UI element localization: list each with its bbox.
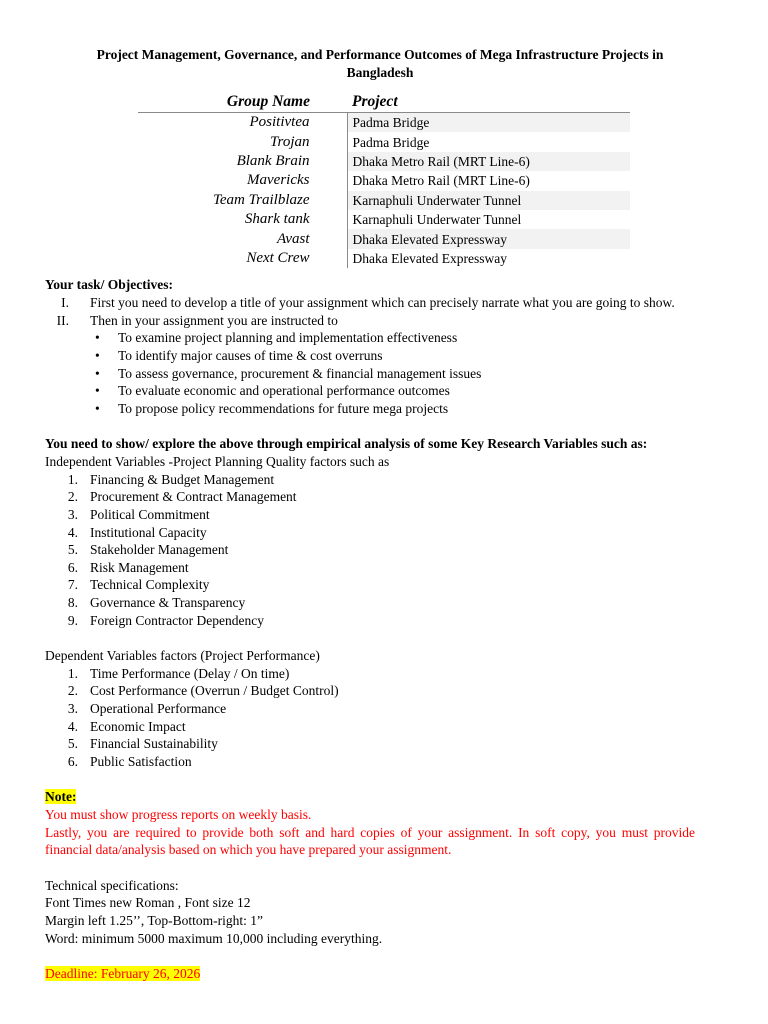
list-item — [45, 541, 695, 559]
number-marker: 4. — [67, 718, 78, 734]
table-row — [138, 191, 630, 210]
list-item — [45, 718, 695, 736]
list-item-text: Political Commitment — [90, 507, 210, 523]
note-line-weekly: You must show progress reports on weekly basis. — [45, 806, 312, 822]
table-row — [138, 113, 630, 133]
number-marker: 5. — [67, 736, 78, 752]
number-marker: 3. — [67, 701, 78, 716]
group-name-cell: Trojan — [270, 133, 310, 150]
list-item-text: To identify major causes of time & cost overruns — [118, 347, 383, 363]
list-item — [45, 347, 695, 365]
table-row — [138, 210, 630, 229]
task-list — [45, 294, 695, 329]
table-header-row — [138, 92, 630, 113]
list-item — [45, 488, 695, 506]
list-item — [45, 665, 695, 683]
project-cell: Karnaphuli Underwater Tunnel — [347, 210, 630, 229]
list-item — [45, 365, 695, 383]
list-item-text: Financing & Budget Management — [90, 471, 275, 487]
number-marker: 7. — [67, 577, 78, 593]
table-row — [138, 152, 630, 171]
list-item-text: Public Satisfaction — [90, 753, 192, 769]
group-name-cell: Positivtea — [249, 114, 310, 131]
note-line-copies: Lastly, you are required to provide both soft and hard copies of your assignment. In soft copy, you must provide financial data/analysis based on which you have prepared your assignment. — [45, 824, 695, 858]
specs-margin: Margin left 1.25’’, Top-Bottom-right: 1” — [45, 912, 264, 928]
number-marker: 6. — [67, 753, 78, 769]
specs-word-count: Word: minimum 5000 maximum 10,000 including everything. — [45, 930, 383, 946]
list-item — [45, 735, 695, 753]
number-marker: 2. — [67, 683, 78, 699]
list-item-text: Technical Complexity — [90, 577, 210, 593]
list-item — [45, 682, 695, 700]
list-item-text: To propose policy recommendations for future mega projects — [118, 400, 449, 416]
number-marker: 4. — [67, 524, 78, 540]
list-item-text: First you need to develop a title of your assignment which can precisely narrate what you are going to show. — [90, 295, 675, 311]
number-marker: 8. — [67, 595, 78, 611]
project-cell: Dhaka Metro Rail (MRT Line-6) — [347, 152, 630, 171]
group-name-cell: Shark tank — [244, 211, 310, 228]
list-item-text: Institutional Capacity — [90, 524, 207, 540]
list-item — [45, 312, 695, 330]
list-item — [45, 329, 695, 347]
number-marker: 6. — [67, 559, 78, 575]
list-item-text: Cost Performance (Overrun / Budget Control) — [90, 683, 339, 699]
bullet-icon: • — [95, 400, 100, 416]
list-item — [45, 524, 695, 542]
list-item-text: Operational Performance — [90, 701, 227, 716]
group-name-cell: Avast — [277, 230, 310, 247]
group-name-cell: Next Crew — [246, 249, 310, 266]
list-item-text: Then in your assignment you are instructed to — [90, 312, 338, 328]
table-row — [138, 229, 630, 248]
roman-marker: II. — [56, 312, 69, 328]
number-marker: 5. — [67, 542, 78, 558]
list-item-text: To assess governance, procurement & financial management issues — [118, 365, 482, 381]
list-item-text: Stakeholder Management — [90, 542, 229, 558]
project-header: Project — [347, 92, 630, 113]
project-cell: Dhaka Elevated Expressway — [347, 229, 630, 248]
list-item-text: Governance & Transparency — [90, 595, 246, 611]
group-name-header: Group Name — [138, 92, 347, 113]
group-name-cell: Blank Brain — [236, 152, 310, 169]
independent-variables-list — [45, 471, 695, 629]
roman-marker: I. — [61, 295, 69, 311]
specs-heading: Technical specifications: — [45, 877, 179, 893]
project-cell: Dhaka Metro Rail (MRT Line-6) — [347, 171, 630, 190]
objective-bullets — [45, 329, 695, 417]
dependent-variables-list — [45, 665, 695, 771]
list-item — [45, 506, 695, 524]
list-item-text: Time Performance (Delay / On time) — [90, 665, 290, 681]
list-item-text: Risk Management — [90, 559, 189, 575]
explore-heading: You need to show/ explore the above through empirical analysis of some Key Research Variables such as: — [45, 436, 648, 452]
list-item — [45, 559, 695, 577]
list-item-text: Financial Sustainability — [90, 736, 218, 752]
list-item — [45, 594, 695, 612]
project-cell: Karnaphuli Underwater Tunnel — [347, 191, 630, 210]
project-cell: Padma Bridge — [347, 132, 630, 151]
list-item — [45, 400, 695, 418]
bullet-icon: • — [95, 383, 100, 399]
bullet-icon: • — [95, 365, 100, 381]
table-row — [138, 132, 630, 151]
independent-intro: Independent Variables -Project Planning Quality factors such as — [45, 454, 390, 470]
document-page — [45, 46, 695, 983]
list-item — [45, 753, 695, 771]
deadline: Deadline: February 26, 2026 — [45, 966, 201, 982]
list-item — [45, 294, 695, 312]
task-heading: Your task/ Objectives: — [45, 277, 173, 293]
number-marker: 1. — [67, 665, 78, 681]
group-project-table — [138, 92, 630, 268]
bullet-icon: • — [95, 330, 100, 346]
number-marker: 9. — [67, 612, 78, 628]
document-title: Project Management, Governance, and Performance Outcomes of Mega Infrastructure Projects in Bangladesh — [96, 47, 664, 80]
number-marker: 3. — [67, 507, 78, 523]
number-marker: 1. — [67, 471, 78, 487]
dependent-intro: Dependent Variables factors (Project Performance) — [45, 648, 320, 664]
list-item — [45, 471, 695, 489]
group-name-cell: Team Trailblaze — [212, 191, 310, 208]
number-marker: 2. — [67, 489, 78, 505]
table-row — [138, 171, 630, 190]
list-item-text: Procurement & Contract Management — [90, 489, 297, 505]
list-item-text: To evaluate economic and operational performance outcomes — [118, 383, 450, 399]
list-item — [45, 700, 695, 718]
project-cell: Dhaka Elevated Expressway — [347, 249, 630, 268]
list-item — [45, 576, 695, 594]
specs-font: Font Times new Roman , Font size 12 — [45, 895, 251, 911]
group-name-cell: Mavericks — [247, 172, 310, 189]
list-item-text: Economic Impact — [90, 718, 186, 734]
list-item — [45, 612, 695, 630]
note-label: Note: — [45, 789, 77, 805]
bullet-icon: • — [95, 347, 100, 363]
list-item-text: To examine project planning and implementation effectiveness — [118, 330, 458, 346]
list-item — [45, 382, 695, 400]
list-item-text: Foreign Contractor Dependency — [90, 612, 264, 628]
table-row — [138, 249, 630, 268]
project-cell: Padma Bridge — [347, 113, 630, 133]
